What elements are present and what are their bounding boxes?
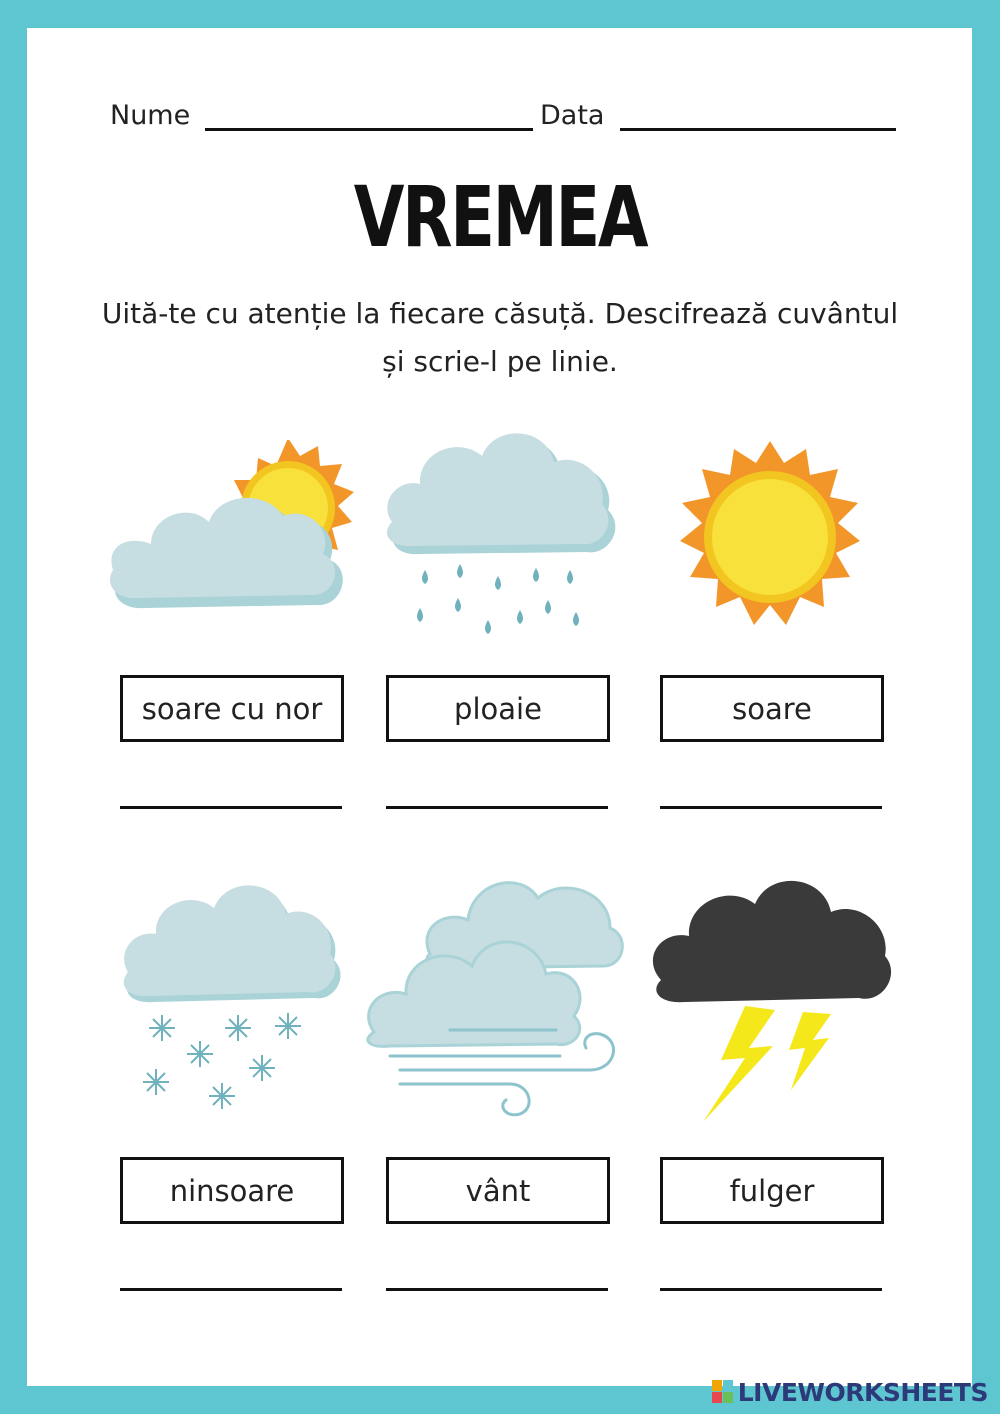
date-input-line[interactable]	[620, 128, 896, 131]
lightning-cloud-icon	[645, 870, 895, 1130]
wind-cloud-icon	[360, 862, 630, 1132]
snow-cloud-icon	[120, 878, 350, 1118]
sun-icon	[670, 440, 870, 640]
brand-text: LIVEWORKSHEETS	[737, 1377, 988, 1407]
word-box-3: soare	[660, 675, 884, 742]
word-box-6: fulger	[660, 1157, 884, 1224]
name-label: Nume	[110, 100, 191, 131]
rain-cloud-icon	[380, 428, 620, 653]
instructions-text: Uită-te cu atenție la fiecare căsuță. Descifrează cuvântul și scrie-l pe linie.	[101, 297, 899, 378]
word-box-4: ninsoare	[120, 1157, 344, 1224]
answer-line-4[interactable]	[120, 1288, 342, 1291]
page-title: VREMEA	[353, 168, 647, 266]
liveworksheets-mark-icon	[712, 1380, 734, 1404]
sun-behind-cloud-icon	[105, 440, 365, 640]
answer-line-3[interactable]	[660, 806, 882, 809]
name-input-line[interactable]	[205, 128, 533, 131]
word-box-1: soare cu nor	[120, 675, 344, 742]
answer-line-5[interactable]	[386, 1288, 608, 1291]
header-row	[0, 98, 1000, 138]
answer-line-2[interactable]	[386, 806, 608, 809]
liveworksheets-logo	[712, 1378, 988, 1406]
date-label: Data	[540, 100, 605, 131]
answer-line-1[interactable]	[120, 806, 342, 809]
word-box-5: vânt	[386, 1157, 610, 1224]
answer-line-6[interactable]	[660, 1288, 882, 1291]
word-box-2: ploaie	[386, 675, 610, 742]
